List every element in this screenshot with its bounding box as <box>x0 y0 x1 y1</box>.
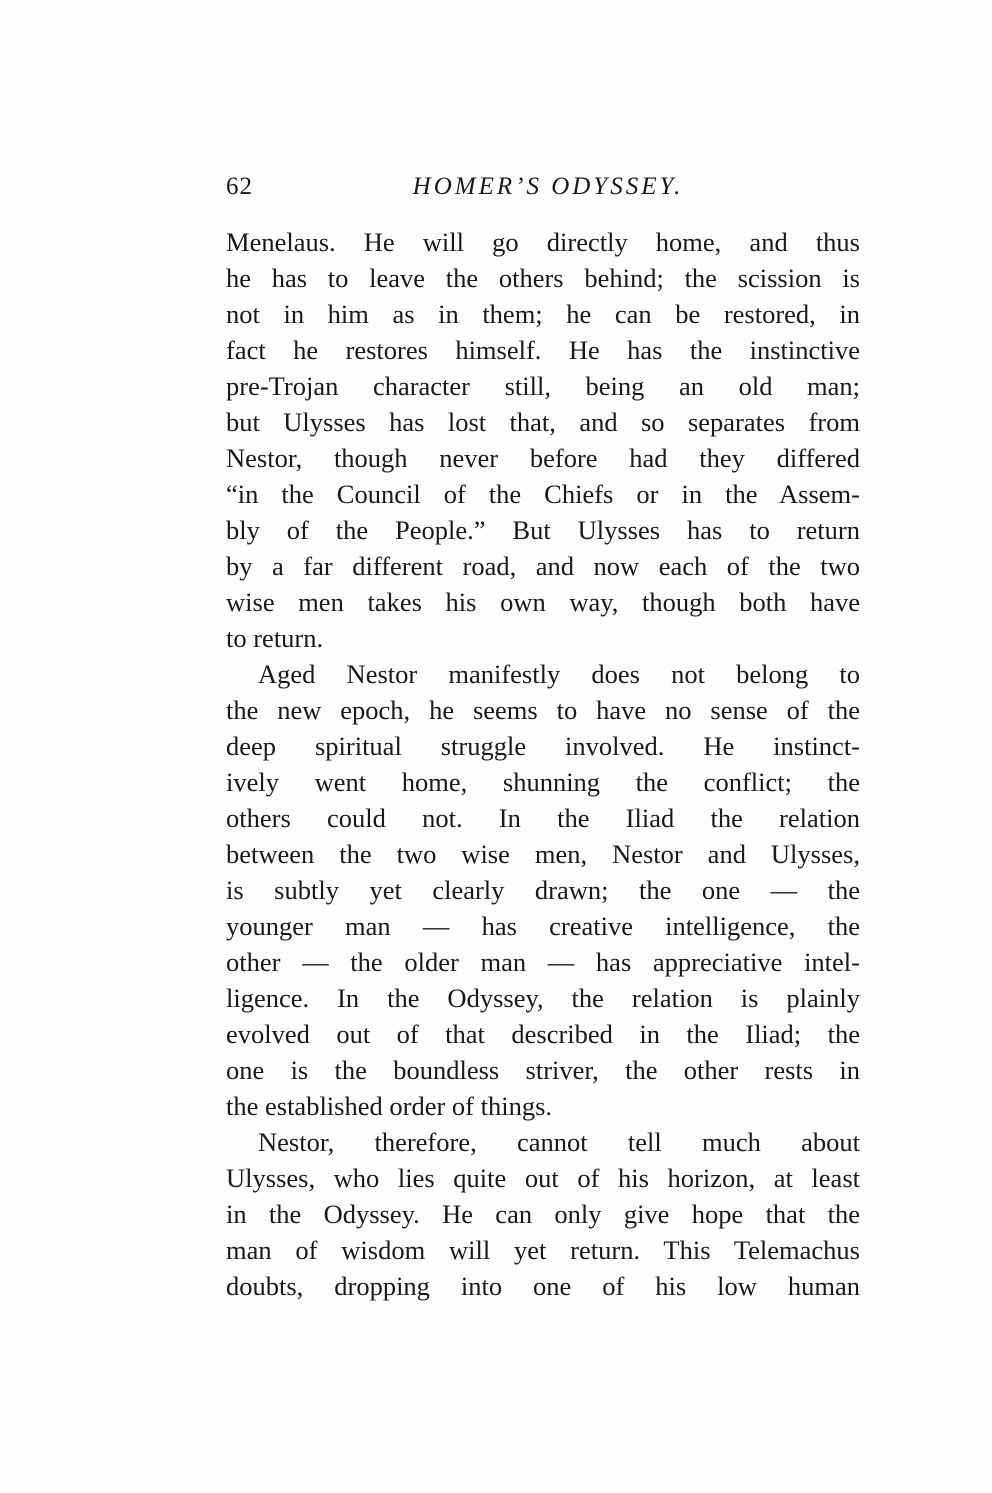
text-line: “in the Council of the Chiefs or in the Assem- <box>226 479 860 509</box>
text-line: the new epoch, he seems to have no sense of the <box>226 695 860 725</box>
text-line: not in him as in them; he can be restored, in <box>226 299 860 329</box>
text-line: man of wisdom will yet return. This Telemachus <box>226 1235 860 1265</box>
text-line: he has to leave the others behind; the scission is <box>226 263 860 293</box>
text-line: ligence. In the Odyssey, the relation is plainly <box>226 983 860 1013</box>
text-line: others could not. In the Iliad the relation <box>226 803 860 833</box>
body-text <box>226 224 860 1304</box>
text-line: ively went home, shunning the conflict; the <box>226 767 860 797</box>
running-title: HOMER’S ODYSSEY. <box>412 173 684 200</box>
text-line: by a far different road, and now each of the two <box>226 551 860 581</box>
text-line: other — the older man — has appreciative intel- <box>226 947 860 977</box>
text-line: wise men takes his own way, though both have <box>226 587 860 617</box>
text-line: deep spiritual struggle involved. He instinct- <box>226 731 860 761</box>
text-line: one is the boundless striver, the other rests in <box>226 1055 860 1085</box>
text-line: the established order of things. <box>226 1091 553 1121</box>
text-line: bly of the People.” But Ulysses has to return <box>226 515 860 545</box>
text-line: Menelaus. He will go directly home, and thus <box>226 227 860 257</box>
text-line: doubts, dropping into one of his low human <box>226 1271 860 1301</box>
text-line: younger man — has creative intelligence, the <box>226 911 860 941</box>
text-line: to return. <box>226 623 324 653</box>
text-line: fact he restores himself. He has the instinctive <box>226 335 860 365</box>
text-line: Nestor, therefore, cannot tell much about <box>258 1127 860 1157</box>
text-line: evolved out of that described in the Iliad; the <box>226 1019 860 1049</box>
text-line: in the Odyssey. He can only give hope that the <box>226 1199 860 1229</box>
text-line: is subtly yet clearly drawn; the one — the <box>226 875 860 905</box>
running-head <box>226 170 860 204</box>
text-line: Nestor, though never before had they differed <box>226 443 860 473</box>
text-line: but Ulysses has lost that, and so separates from <box>226 407 860 437</box>
text-line: pre-Trojan character still, being an old man; <box>226 371 860 401</box>
page-number: 62 <box>226 173 253 200</box>
text-line: Aged Nestor manifestly does not belong to <box>258 659 860 689</box>
text-line: between the two wise men, Nestor and Ulysses, <box>226 839 860 869</box>
text-line: Ulysses, who lies quite out of his horizon, at least <box>226 1163 860 1193</box>
